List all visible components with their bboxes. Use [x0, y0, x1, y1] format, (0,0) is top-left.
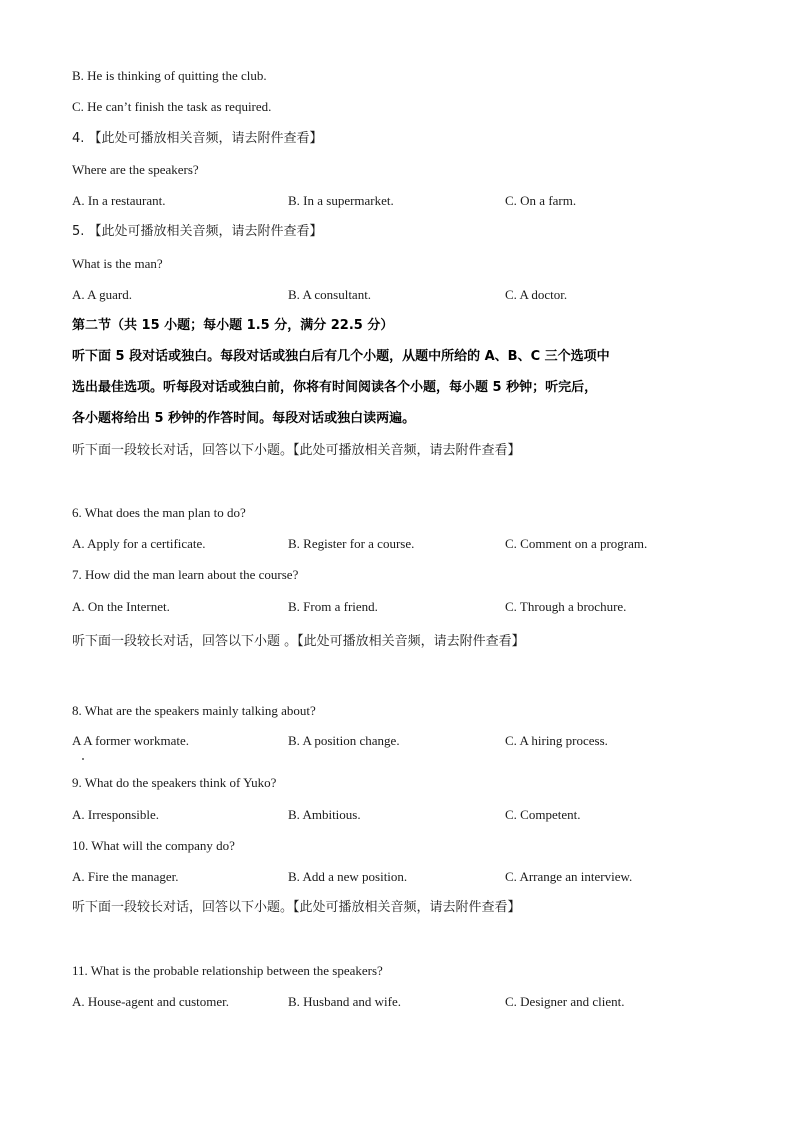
q4-option-b: B. In a supermarket.	[288, 193, 394, 208]
q5-option-c: C. A doctor.	[505, 287, 568, 302]
q10-question: 10. What will the company do?	[72, 838, 235, 853]
section2-instruction-3: 各小题将给出 5 秒钟的作答时间。每段对话或独白读两遍。	[72, 411, 416, 426]
section2-instruction-2: 选出最佳选项。听每段对话或独白前，你将有时间阅读各个小题，每小题 5 秒钟；听完后，	[72, 380, 598, 395]
q6-option-a: A. Apply for a certificate.	[72, 536, 206, 551]
q8-option-b: B. A position change.	[288, 733, 400, 748]
q3-option-c: C. He can’t finish the task as required.	[72, 99, 272, 114]
q8-question: 8. What are the speakers mainly talking about?	[72, 703, 316, 718]
q11-option-c: C. Designer and client.	[505, 994, 625, 1009]
q7-option-c: C. Through a brochure.	[505, 599, 627, 614]
dialog1-audio-note: 听下面一段较长对话，回答以下小题。【此处可播放相关音频，请去附件查看】	[72, 443, 521, 458]
section2-title: 第二节（共 15 小题；每小题 1.5 分，满分 22.5 分）	[72, 318, 394, 333]
q7-option-a: A. On the Internet.	[72, 599, 170, 614]
q6-option-b: B. Register for a course.	[288, 536, 415, 551]
q4-option-a: A. In a restaurant.	[72, 193, 166, 208]
q9-option-a: A. Irresponsible.	[72, 807, 160, 822]
q5-option-a: A. A guard.	[72, 287, 132, 302]
q6-option-c: C. Comment on a program.	[505, 536, 648, 551]
q9-option-b: B. Ambitious.	[288, 807, 361, 822]
q9-option-c: C. Competent.	[505, 807, 581, 822]
q4-option-c: C. On a farm.	[505, 193, 577, 208]
q10-option-b: B. Add a new position.	[288, 869, 408, 884]
q4-question: Where are the speakers?	[72, 162, 199, 177]
q11-option-a: A. House-agent and customer.	[72, 994, 230, 1009]
dialog2-audio-note: 听下面一段较长对话，回答以下小题 。【此处可播放相关音频，请去附件查看】	[72, 634, 525, 649]
section2-instruction-1: 听下面 5 段对话或独白。每段对话或独白后有几个小题，从题中所给的 A、B、C 三个选项中	[72, 349, 610, 364]
q10-option-a: A. Fire the manager.	[72, 869, 179, 884]
q7-option-b: B. From a friend.	[288, 599, 378, 614]
q8-option-c: C. A hiring process.	[505, 733, 608, 748]
q5-question: What is the man?	[72, 256, 163, 271]
q3-option-b: B. He is thinking of quitting the club.	[72, 68, 267, 83]
q9-question: 9. What do the speakers think of Yuko?	[72, 775, 277, 790]
q4-audio-note: 4. 【此处可播放相关音频，请去附件查看】	[72, 131, 323, 146]
q8-option-a: A A former workmate.	[72, 733, 189, 748]
stray-dot	[82, 758, 84, 760]
q11-option-b: B. Husband and wife.	[288, 994, 402, 1009]
q5-option-b: B. A consultant.	[288, 287, 372, 302]
q5-audio-note: 5. 【此处可播放相关音频，请去附件查看】	[72, 224, 323, 239]
q10-option-c: C. Arrange an interview.	[505, 869, 633, 884]
dialog3-audio-note: 听下面一段较长对话，回答以下小题。【此处可播放相关音频，请去附件查看】	[72, 900, 521, 915]
q7-question: 7. How did the man learn about the course?	[72, 567, 299, 582]
q6-question: 6. What does the man plan to do?	[72, 505, 246, 520]
q11-question: 11. What is the probable relationship between the speakers?	[72, 963, 383, 978]
